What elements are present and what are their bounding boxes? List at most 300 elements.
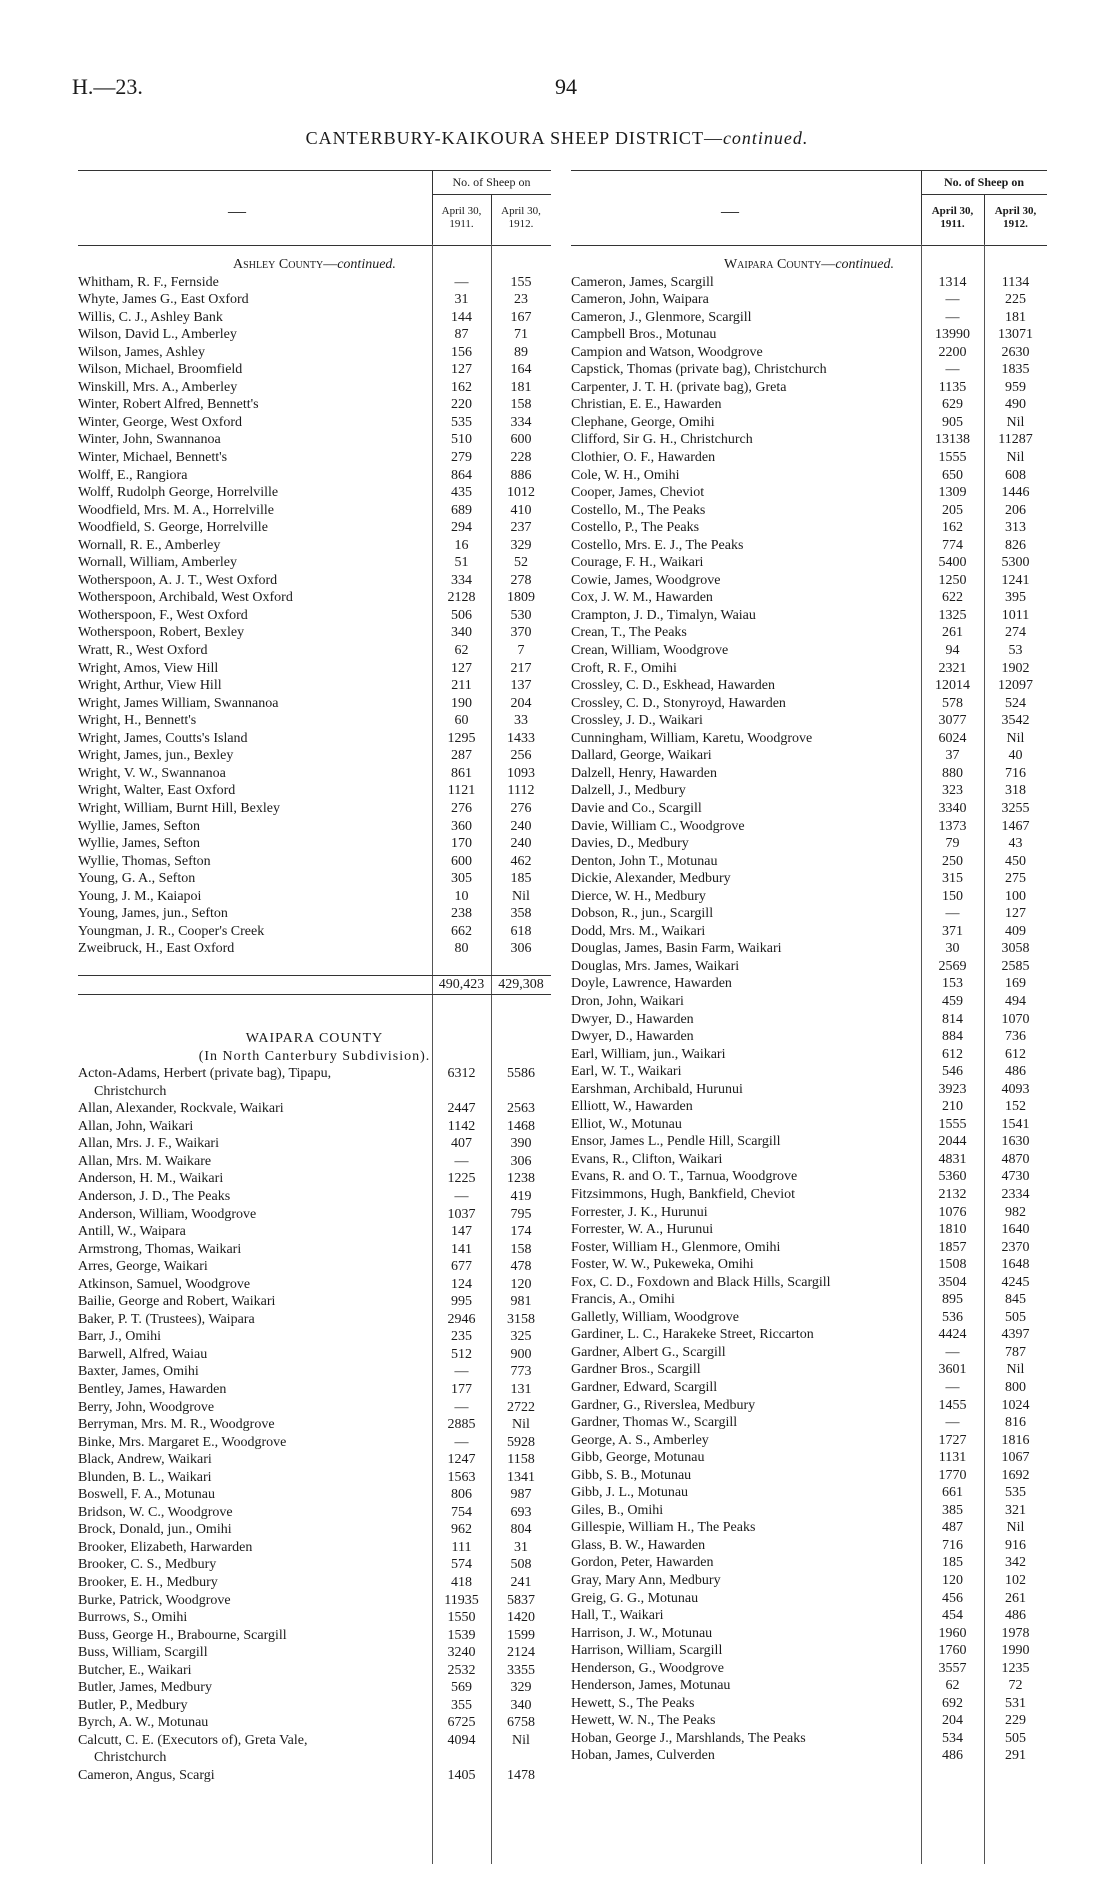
- sheep-1912: Nil: [1006, 730, 1025, 746]
- table-row: [571, 888, 1047, 906]
- sheep-1911: 1314: [938, 274, 967, 290]
- sheep-1912: 1012: [507, 485, 535, 501]
- sheep-1912: 23: [514, 292, 528, 308]
- sheep-1911: 506: [451, 607, 472, 623]
- table-row: [571, 274, 1047, 292]
- sheep-1911: 1857: [938, 1239, 967, 1255]
- table-row: [571, 1239, 1047, 1257]
- table-row: [78, 695, 551, 713]
- sheep-1911: 11935: [444, 1592, 479, 1608]
- sheep-1911: 6312: [447, 1066, 476, 1082]
- sheep-1911: 962: [451, 1522, 472, 1538]
- sheep-1911: 995: [451, 1294, 472, 1310]
- sheep-1911: 2044: [938, 1134, 967, 1150]
- sheep-1912: 325: [510, 1329, 532, 1345]
- table-row: [571, 975, 1047, 993]
- sheep-1912: 4093: [1001, 1081, 1030, 1097]
- table-row: [78, 1065, 551, 1083]
- owner-name: Cox, J. W. M., Hawarden: [571, 590, 713, 606]
- table-row: [78, 1311, 551, 1329]
- sheep-1912: 181: [510, 379, 532, 395]
- table-row: [571, 853, 1047, 871]
- sheep-1911: 2569: [938, 958, 967, 974]
- sheep-1911: 3601: [938, 1362, 967, 1378]
- sheep-1911: 6024: [938, 730, 967, 746]
- owner-name: Young, James, jun., Sefton: [78, 906, 228, 922]
- owner-name: Henderson, G., Woodgrove: [571, 1660, 724, 1676]
- sheep-1911: 185: [942, 1555, 963, 1571]
- sheep-1912: Nil: [1006, 450, 1025, 466]
- sheep-1912: 237: [510, 520, 532, 536]
- owner-name: Anderson, J. D., The Peaks: [78, 1188, 231, 1204]
- sheep-1911: 1508: [938, 1257, 967, 1273]
- sheep-1911: 1760: [938, 1643, 967, 1659]
- sheep-1912: 72: [1008, 1678, 1023, 1694]
- sheep-1912: 4397: [1001, 1327, 1030, 1343]
- sheep-1911: 94: [945, 643, 960, 659]
- sheep-1912: Nil: [1006, 414, 1025, 430]
- sheep-1912: 1990: [1001, 1643, 1030, 1659]
- sheep-1912: 185: [510, 871, 532, 887]
- sheep-1912: 40: [1008, 748, 1023, 764]
- owner-name: Clifford, Sir G. H., Christchurch: [571, 432, 753, 448]
- table-row: [78, 1153, 551, 1171]
- table-row: [78, 502, 551, 520]
- sheep-1912: 1433: [507, 730, 535, 746]
- owner-name: Cameron, James, Scargill: [571, 274, 714, 290]
- sheep-1912: 1478: [507, 1768, 535, 1784]
- table-row: [571, 958, 1047, 976]
- owner-name: Cooper, James, Cheviot: [571, 485, 705, 501]
- sheep-1911: 407: [451, 1136, 472, 1152]
- sheep-1912: 204: [510, 695, 532, 711]
- table-row: [78, 519, 551, 537]
- sheep-1911: 2132: [938, 1186, 967, 1202]
- owner-name: Clephane, George, Omihi: [571, 414, 715, 430]
- sheep-1911: 210: [942, 1099, 963, 1115]
- owner-name: Wolff, E., Rangiora: [78, 467, 188, 483]
- table-row: [571, 1519, 1047, 1537]
- sheep-1911: —: [454, 1434, 469, 1450]
- owner-name: Young, G. A., Sefton: [78, 871, 196, 887]
- owner-name: Forrester, W. A., Hurunui: [571, 1222, 714, 1238]
- title-continued: continued.: [722, 128, 809, 148]
- table-row: [78, 870, 551, 888]
- sheep-1911: 87: [454, 327, 469, 343]
- table-row: [571, 1414, 1047, 1432]
- owner-name: Gardiner, L. C., Harakeke Street, Riccarton: [571, 1327, 814, 1343]
- col-1911-label: April 30, 1911.: [441, 205, 482, 230]
- table-row: [78, 537, 551, 555]
- owner-name: Calcutt, C. E. (Executors of), Greta Vale,: [78, 1732, 308, 1748]
- sheep-1911: 512: [451, 1346, 472, 1362]
- heading-continued: continued.: [835, 257, 895, 272]
- sheep-1911: 124: [451, 1276, 472, 1292]
- table-row: [571, 1186, 1047, 1204]
- owner-name: Harrison, J. W., Motunau: [571, 1625, 713, 1641]
- table-row: [571, 309, 1047, 327]
- owner-name: Baxter, James, Omihi: [78, 1364, 199, 1380]
- sheep-1912: 2370: [1001, 1239, 1030, 1255]
- table-row: [78, 1714, 551, 1732]
- owner-name: Giles, B., Omihi: [571, 1502, 664, 1518]
- owner-name: Wotherspoon, F., West Oxford: [78, 607, 248, 623]
- owner-name: Brooker, Elizabeth, Harwarden: [78, 1539, 253, 1555]
- table-row: [571, 624, 1047, 642]
- table-row: [571, 1274, 1047, 1292]
- owner-name: Christchurch: [94, 1083, 167, 1099]
- sheep-1912: 158: [510, 397, 532, 413]
- table-row: [78, 800, 551, 818]
- table-row: [78, 712, 551, 730]
- table-row: [571, 1695, 1047, 1713]
- owner-name: Elliot, W., Motunau: [571, 1116, 682, 1132]
- sheep-1912: 155: [510, 274, 532, 290]
- sheep-1912: 736: [1005, 1029, 1026, 1045]
- owner-name: Douglas, Mrs. James, Waikari: [571, 958, 740, 974]
- owner-name: Wolff, Rudolph George, Horrelville: [78, 485, 279, 501]
- county-caption: [78, 1030, 551, 1048]
- sheep-1912: 2334: [1001, 1186, 1030, 1202]
- sheep-1912: 4245: [1001, 1274, 1030, 1290]
- owner-name: Wright, Arthur, View Hill: [78, 678, 222, 694]
- sheep-1911: —: [945, 1415, 960, 1431]
- sheep-1912: 1467: [1001, 818, 1030, 834]
- table-row: [78, 940, 551, 958]
- sheep-1911: 534: [942, 1730, 963, 1746]
- owner-name: Bailie, George and Robert, Waikari: [78, 1294, 276, 1310]
- owner-name: Ashley County—continued.: [233, 257, 396, 272]
- sheep-1911: 1142: [447, 1118, 476, 1134]
- sheep-1911: 235: [451, 1329, 472, 1345]
- owner-name: Dron, John, Waikari: [571, 993, 684, 1009]
- table-row: [78, 414, 551, 432]
- owner-name: Buss, George H., Brabourne, Scargill: [78, 1627, 287, 1643]
- sheep-1912: 410: [510, 502, 532, 518]
- sheep-1911: 276: [451, 800, 472, 816]
- sheep-1912: 1112: [507, 783, 535, 799]
- owner-name: Winter, Michael, Bennett's: [78, 450, 228, 466]
- owner-name: Elliott, W., Hawarden: [571, 1099, 693, 1115]
- sheep-1911: 1373: [938, 818, 967, 834]
- owner-name: Cameron, Angus, Scargi: [78, 1768, 215, 1784]
- owner-name: Dalzell, J., Medbury: [571, 783, 686, 799]
- sheep-1911: 754: [451, 1504, 472, 1520]
- table-row: [78, 1451, 551, 1469]
- sheep-1912: 274: [1005, 625, 1026, 641]
- sheep-1911: 1770: [938, 1467, 967, 1483]
- table-row: [78, 677, 551, 695]
- sheep-1911: 261: [942, 625, 963, 641]
- owner-name: Capstick, Thomas (private bag), Christchurch: [571, 362, 827, 378]
- table-row: [571, 1133, 1047, 1151]
- owner-name: Davie, William C., Woodgrove: [571, 818, 745, 834]
- table-row: [571, 1502, 1047, 1520]
- table-row: [571, 1081, 1047, 1099]
- sheep-1911: 459: [942, 993, 963, 1009]
- table-row: [78, 309, 551, 327]
- table-row: [78, 396, 551, 414]
- sheep-1911: 2447: [447, 1101, 476, 1117]
- sheep-1912: 1692: [1001, 1467, 1030, 1483]
- sheep-1911: 127: [451, 660, 472, 676]
- owner-name: Buss, William, Scargill: [78, 1645, 208, 1661]
- sheep-1912: 486: [1005, 1064, 1026, 1080]
- table-row: [78, 853, 551, 871]
- owner-name: Davie and Co., Scargill: [571, 800, 702, 816]
- table-row: [78, 1644, 551, 1662]
- sheep-1912: 278: [510, 572, 532, 588]
- sheep-1912: 505: [1005, 1730, 1026, 1746]
- sheep-1911: 10: [454, 888, 469, 904]
- table-row: [78, 1539, 551, 1557]
- owner-name: Gardner, Edward, Scargill: [571, 1380, 718, 1395]
- table-row: [78, 923, 551, 941]
- sheep-1912: 1235: [1001, 1660, 1030, 1676]
- table-row: [571, 361, 1047, 379]
- sheep-1911: 884: [942, 1029, 963, 1045]
- sheep-1912: 329: [510, 1680, 532, 1696]
- table-row: [78, 361, 551, 379]
- sheep-1911: 141: [451, 1241, 472, 1257]
- owner-name: Barr, J., Omihi: [78, 1329, 162, 1345]
- owner-name: Black, Andrew, Waikari: [78, 1452, 212, 1468]
- sheep-1911: 30: [945, 941, 960, 957]
- owner-name: Winter, George, West Oxford: [78, 414, 243, 430]
- owner-name: Woodfield, Mrs. M. A., Horrelville: [78, 502, 275, 518]
- sheep-1911: 716: [942, 1537, 963, 1553]
- sheep-1912: 1070: [1001, 1011, 1030, 1027]
- sheep-1911: 13990: [935, 327, 970, 343]
- table-row: [571, 589, 1047, 607]
- owner-name: Dickie, Alexander, Medbury: [571, 871, 731, 887]
- sheep-1911: 536: [942, 1309, 963, 1325]
- sheep-1912: 1158: [507, 1452, 535, 1468]
- owner-name: Cameron, John, Waipara: [571, 292, 709, 308]
- table-row: [78, 1749, 551, 1767]
- sheep-1912: 158: [510, 1241, 532, 1257]
- owner-name: Wratt, R., West Oxford: [78, 643, 208, 659]
- document-code: H.—23.: [72, 74, 143, 99]
- sheep-1911: 546: [942, 1064, 963, 1080]
- page-title: [0, 128, 1114, 149]
- table-row: [78, 1679, 551, 1697]
- sheep-1911: 5400: [938, 555, 967, 571]
- table-row: [571, 1168, 1047, 1186]
- owner-name: Dallard, George, Waikari: [571, 748, 712, 764]
- sheep-1912: 1978: [1001, 1625, 1030, 1641]
- owner-name: Blunden, B. L., Waikari: [78, 1469, 212, 1485]
- owner-name: Gardner, Albert G., Scargill: [571, 1344, 726, 1360]
- sheep-1912: 429,308: [498, 977, 544, 993]
- table-row: [571, 1397, 1047, 1415]
- sheep-1911: 13138: [935, 432, 970, 448]
- owner-name: Whitham, R. F., Fernside: [78, 274, 219, 290]
- table-row: [571, 502, 1047, 520]
- owner-name: Dalzell, Henry, Hawarden: [571, 765, 718, 781]
- owner-name: Wotherspoon, A. J. T., West Oxford: [78, 572, 278, 588]
- sheep-1911: 1810: [938, 1222, 967, 1238]
- table-row: [571, 1151, 1047, 1169]
- owner-name: Christian, E. E., Hawarden: [571, 397, 722, 413]
- table-row: [78, 660, 551, 678]
- table-row: [571, 344, 1047, 362]
- sheep-1911: 60: [454, 713, 469, 729]
- sheep-1911: 864: [451, 467, 472, 483]
- table-row: [78, 1241, 551, 1259]
- owner-name: Crean, T., The Peaks: [571, 625, 687, 641]
- sheep-1911: 31: [454, 292, 469, 308]
- sheep-1911: 323: [942, 783, 963, 799]
- sheep-1912: 390: [510, 1136, 532, 1152]
- sheep-1911: 294: [451, 520, 472, 536]
- owner-name: Wotherspoon, Robert, Bexley: [78, 625, 245, 641]
- sheep-1911: 1455: [938, 1397, 967, 1413]
- sheep-1912: Nil: [512, 888, 530, 904]
- sheep-1912: 3542: [1001, 713, 1030, 729]
- sheep-1912: 13071: [998, 327, 1033, 343]
- sheep-1912: 164: [510, 362, 532, 378]
- table-row: [78, 1293, 551, 1311]
- sheep-count-group-label: No. of Sheep on: [452, 175, 531, 189]
- owner-name: Dwyer, D., Hawarden: [571, 1029, 694, 1045]
- sheep-1912: 450: [1005, 853, 1026, 869]
- sheep-1912: 5837: [507, 1592, 535, 1608]
- sheep-1912: 71: [514, 327, 528, 343]
- owner-name: Wright, William, Burnt Hill, Bexley: [78, 800, 280, 816]
- owner-name: Gordon, Peter, Hawarden: [571, 1555, 714, 1571]
- owner-name: Wilson, James, Ashley: [78, 344, 205, 360]
- sheep-1912: 462: [510, 853, 532, 869]
- table-row: [571, 414, 1047, 432]
- table-row: [571, 695, 1047, 713]
- sheep-1912: Nil: [1006, 1520, 1025, 1536]
- sheep-1912: 531: [1005, 1695, 1026, 1711]
- table-row: [571, 467, 1047, 485]
- spacer-row: [78, 1013, 551, 1031]
- sheep-1912: 1093: [507, 765, 535, 781]
- sheep-1911: 5360: [938, 1169, 967, 1185]
- sheep-1912: 261: [1005, 1590, 1026, 1606]
- sheep-1912: 1640: [1001, 1222, 1030, 1238]
- table-row: [78, 1170, 551, 1188]
- sheep-1912: 618: [510, 923, 532, 939]
- table-row: [78, 1381, 551, 1399]
- table-row: [78, 818, 551, 836]
- owner-name: Acton-Adams, Herbert (private bag), Tipapu,: [78, 1066, 332, 1082]
- owner-name: Gibb, J. L., Motunau: [571, 1485, 689, 1501]
- table-row: [78, 326, 551, 344]
- owner-name: Douglas, James, Basin Farm, Waikari: [571, 941, 782, 957]
- sheep-1912: 7: [517, 643, 525, 659]
- sheep-1912: 276: [510, 800, 532, 816]
- sheep-1912: 228: [510, 450, 532, 466]
- table-row: [571, 1361, 1047, 1379]
- sheep-1911: 150: [942, 888, 963, 904]
- sheep-1911: 510: [451, 432, 472, 448]
- owner-name: Crampton, J. D., Timalyn, Waiau: [571, 607, 756, 623]
- table-row: [78, 1346, 551, 1364]
- sheep-1911: —: [454, 274, 469, 290]
- table-row: [571, 449, 1047, 467]
- table-row: [571, 1046, 1047, 1064]
- sheep-1911: 490,423: [438, 977, 485, 993]
- owner-name: Baker, P. T. (Trustees), Waipara: [78, 1311, 255, 1327]
- sheep-1912: 5928: [507, 1434, 535, 1450]
- sheep-1912: 1630: [1001, 1134, 1030, 1150]
- sheep-1911: 3504: [938, 1274, 967, 1290]
- name-column-dash: —: [228, 201, 246, 221]
- owner-name: Boswell, F. A., Motunau: [78, 1487, 215, 1503]
- owner-name: Anderson, William, Woodgrove: [78, 1206, 257, 1222]
- sheep-1911: 650: [942, 467, 963, 483]
- heading-continued: continued.: [337, 257, 396, 272]
- owner-name: Cunningham, William, Karetu, Woodgrove: [571, 730, 813, 746]
- sheep-1912: 3058: [1001, 941, 1030, 957]
- sheep-1912: 241: [510, 1575, 532, 1591]
- table-row: [571, 923, 1047, 941]
- sheep-1912: 1809: [507, 590, 535, 606]
- table-row: [571, 1537, 1047, 1555]
- table-row: [571, 905, 1047, 923]
- table-row: [78, 1592, 551, 1610]
- sheep-1911: 79: [945, 836, 960, 852]
- sheep-1911: 2321: [938, 660, 967, 676]
- table-row: [571, 607, 1047, 625]
- owner-name: Burke, Patrick, Woodgrove: [78, 1592, 231, 1608]
- table-row: [78, 554, 551, 572]
- sheep-1911: 4831: [938, 1151, 967, 1167]
- table-row: [571, 1449, 1047, 1467]
- owner-name: Dwyer, D., Hawarden: [571, 1011, 694, 1027]
- left-table-body: [78, 246, 551, 1785]
- table-row: [78, 607, 551, 625]
- sheep-1912: 608: [1005, 467, 1026, 483]
- owner-name: Willis, C. J., Ashley Bank: [78, 309, 223, 325]
- sheep-1911: 177: [451, 1382, 472, 1397]
- sheep-1911: 662: [451, 923, 472, 939]
- sheep-1911: 162: [451, 379, 472, 395]
- owner-name: Brooker, E. H., Medbury: [78, 1575, 218, 1591]
- sheep-1911: 334: [451, 572, 472, 588]
- table-row: [78, 1206, 551, 1224]
- sheep-1911: 2200: [938, 344, 967, 360]
- owner-name: Crossley, C. D., Eskhead, Hawarden: [571, 678, 775, 694]
- right-table-header: [571, 170, 1047, 246]
- sheep-1911: 814: [942, 1011, 963, 1027]
- table-row: [571, 1747, 1047, 1765]
- sheep-1912: 318: [1005, 783, 1026, 799]
- owner-name: Costello, P., The Peaks: [571, 520, 700, 536]
- owner-name: Henderson, James, Motunau: [571, 1678, 731, 1694]
- sheep-1911: 880: [942, 765, 963, 781]
- owner-name: (In North Canterbury Subdivision).: [198, 1048, 431, 1064]
- table-row: [571, 870, 1047, 888]
- table-row: [571, 747, 1047, 765]
- table-row: [571, 1607, 1047, 1625]
- owner-name: Gibb, S. B., Motunau: [571, 1467, 692, 1483]
- sheep-1911: 37: [945, 748, 960, 764]
- table-row: [571, 642, 1047, 660]
- owner-name: Young, J. M., Kaiapoi: [78, 888, 202, 904]
- table-row: [78, 1556, 551, 1574]
- sheep-1912: 478: [510, 1259, 532, 1275]
- sheep-1911: 205: [942, 502, 963, 518]
- table-row: [78, 589, 551, 607]
- page-number: 94: [555, 74, 577, 99]
- owner-name: Glass, B. W., Hawarden: [571, 1537, 706, 1553]
- owner-name: Butler, P., Medbury: [78, 1697, 188, 1713]
